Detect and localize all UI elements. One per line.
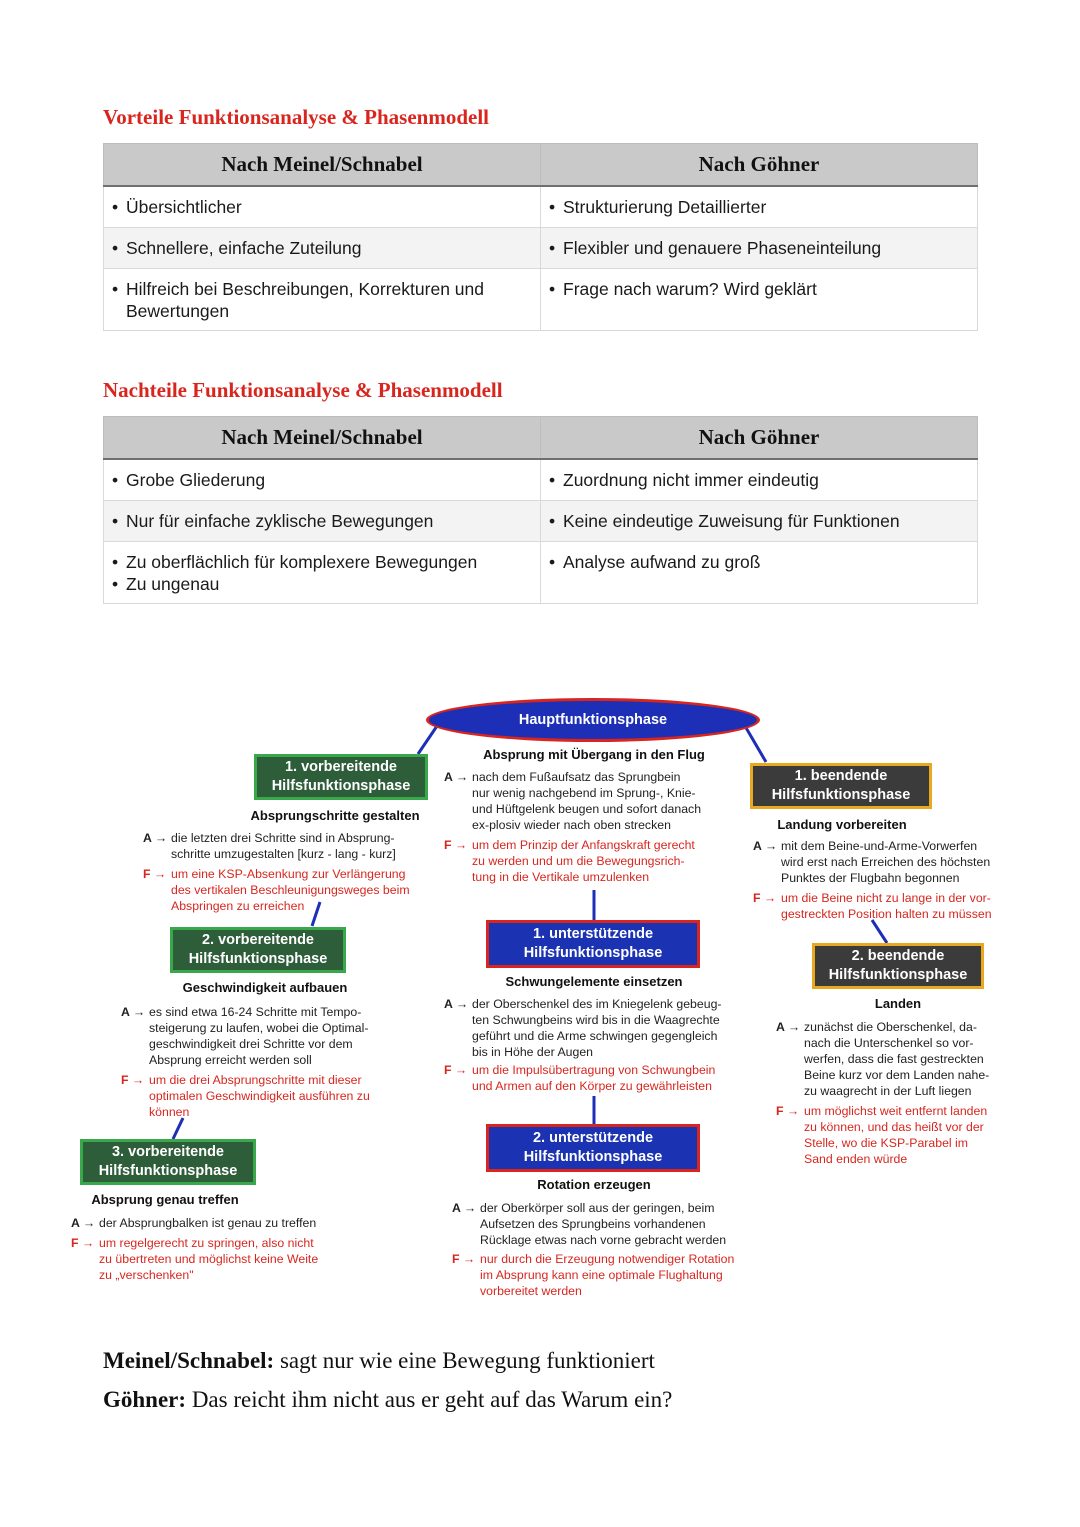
connector-line [745,726,766,762]
note-meinel: Meinel/Schnabel: sagt nur wie eine Bewegung funktioniert [103,1348,655,1373]
prep2-a-text: A → es sind etwa 16-24 Schritte mit Tempo- steigerung zu laufen, wobei die Optimal- geschwindigkeit drei Schritte vor dem Absprung erreicht werden soll [121,1005,369,1067]
nachteile-table [103,416,978,604]
table-row: • Grobe Gliederung • Zuordnung nicht immer eindeutig [104,459,978,500]
end1-f-text: F → um die Beine nicht zu lange in der vor- gestreckten Position halten zu müssen [753,891,992,921]
sup1-f-text: F → um die Impulsübertragung von Schwungbein und Armen auf den Körper zu gewährleisten [444,1063,716,1093]
end2-a-text: A → zunächst die Oberschenkel, da- nach die Unterschenkel so vor- werfen, dass die fast gestreckten Beine kurz vor dem Landen nahe- zu waagrecht in der Luft liegen [776,1020,990,1098]
column-header: Nach Meinel/Schnabel [104,144,541,187]
end1-subtitle: Landung vorbereiten [777,817,907,832]
main-phase-ellipse: Hauptfunktionsphase [426,698,760,742]
table-row: • Zu oberflächlich für komplexere Bewegungen • Zu ungenau • Analyse aufwand zu groß [104,541,978,603]
prep2-subtitle: Geschwindigkeit aufbauen [182,980,348,995]
table-row: • Schnellere, einfache Zuteilung • Flexibler und genauere Phaseneinteilung [104,227,978,268]
end2-f-text: F → um möglichst weit entfernt landen zu können, und das heißt vor der Stelle, wo die KSP-Parabel im Sand enden würde [776,1104,988,1166]
table-row: • Hilfreich bei Beschreibungen, Korrekturen und Bewertungen • Frage nach warum? Wird geklärt [104,268,978,330]
vorteile-table [103,143,978,331]
sup1-box: 1. unterstützende Hilfsfunktionsphase [486,920,700,968]
table-row: • Übersichtlicher • Strukturierung Detaillierter [104,186,978,227]
column-header: Nach Göhner [541,144,978,187]
sup1-subtitle: Schwungelemente einsetzen [505,974,683,989]
end2-box: 2. beendende Hilfsfunktionsphase [812,943,984,989]
prep3-subtitle: Absprung genau treffen [91,1192,239,1207]
prep1-subtitle: Absprungschritte gestalten [250,808,420,823]
end1-box: 1. beendende Hilfsfunktionsphase [750,763,932,809]
column-header: Nach Göhner [541,417,978,460]
prep3-box: 3. vorbereitende Hilfsfunktionsphase [80,1139,256,1185]
prep3-a-text: A → der Absprungbalken ist genau zu treffen [71,1216,317,1230]
prep1-f-text: F → um eine KSP-Absenkung zur Verlängerung des vertikalen Beschleunigungsweges beim Abspringen zu erreichen [143,867,410,913]
table-row: • Nur für einfache zyklische Bewegungen • Keine eindeutige Zuweisung für Funktionen [104,500,978,541]
nachteile-heading: Nachteile Funktionsanalyse & Phasenmodell [103,378,503,402]
connector-line [872,920,887,943]
phase-diagram [0,690,1080,1310]
prep2-box: 2. vorbereitende Hilfsfunktionsphase [170,927,346,973]
prep3-f-text: F → um regelgerecht zu springen, also nicht zu übertreten und möglichst keine Weite zu „verschenken" [71,1236,319,1282]
prep2-f-text: F → um die drei Absprungschritte mit dieser optimalen Geschwindigkeit ausführen zu können [121,1073,370,1119]
end1-a-text: A → mit dem Beine-und-Arme-Vorwerfen wird erst nach Erreichen des höchsten Punktes der Flugbahn begonnen [753,839,991,885]
main-phase-a-text: A → nach dem Fußaufsatz das Sprungbein nur wenig nachgebend im Sprung-, Knie- und Hüftgelenk beugen und sofort danach ex-plosiv wieder nach oben strecken [444,770,702,832]
sup2-subtitle: Rotation erzeugen [537,1177,651,1192]
column-header: Nach Meinel/Schnabel [104,417,541,460]
connector-line [418,726,437,754]
main-phase-subtitle: Absprung mit Übergang in den Flug [483,747,705,762]
sup2-f-text: F → nur durch die Erzeugung notwendiger Rotation im Absprung kann eine optimale Flughaltung vorbereitet werden [452,1252,735,1298]
sup1-a-text: A → der Oberschenkel des im Kniegelenk gebeug- ten Schwungbeins wird bis in die Waagrechte geführt und die Arme schwingen gegengleich bis in Höhe der Augen [444,997,722,1059]
end2-subtitle: Landen [874,996,922,1011]
sup2-a-text: A → der Oberkörper soll aus der geringen, beim Aufsetzen des Sprungbeins vorhandenen Rücklage etwas nach vorne gebracht werden [452,1201,727,1247]
note-goehner: Göhner: Das reicht ihm nicht aus er geht auf das Warum ein? [103,1387,673,1412]
prep1-box: 1. vorbereitende Hilfsfunktionsphase [254,754,428,800]
prep1-a-text: A → die letzten drei Schritte sind in Absprung- schritte umzugestalten [kurz - lang - kurz] [143,831,396,861]
sup2-box: 2. unterstützende Hilfsfunktionsphase [486,1124,700,1172]
vorteile-heading: Vorteile Funktionsanalyse & Phasenmodell [103,105,489,129]
main-phase-f-text: F → um dem Prinzip der Anfangskraft gerecht zu werden und um die Bewegungsrich- tung in die Vertikale umzulenken [444,838,695,884]
connector-line [173,1118,183,1139]
